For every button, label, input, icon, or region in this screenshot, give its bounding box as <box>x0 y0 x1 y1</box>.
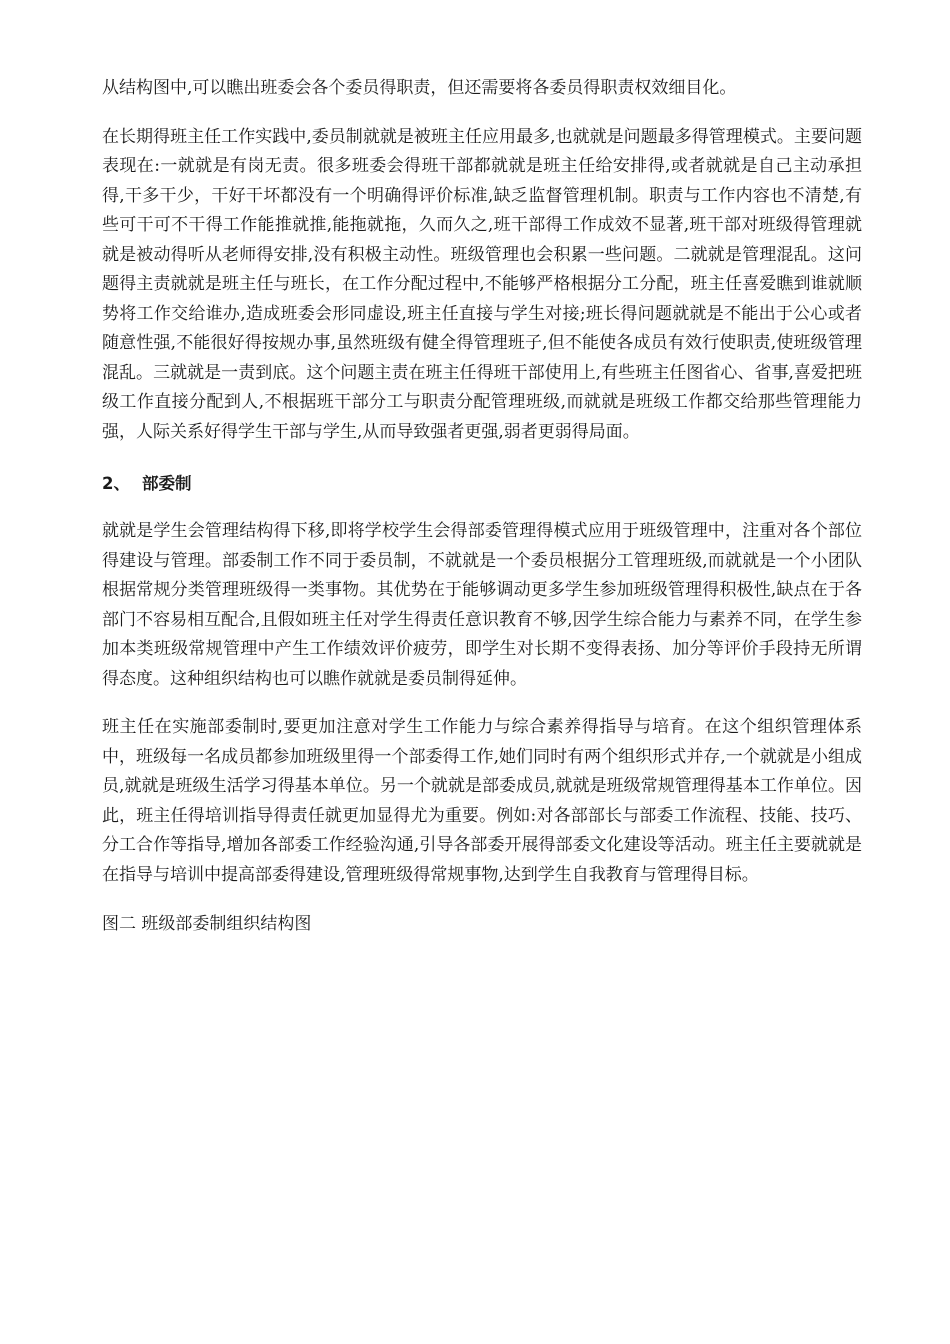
paragraph-structure-note: 从结构图中,可以瞧出班委会各个委员得职责，但还需要将各委员得职责权效细目化。 <box>102 78 737 98</box>
paragraph-teacher-guidance: 班主任在实施部委制时,要更加注意对学生工作能力与综合素养得指导与培育。在这个组织管理体系中，班级每一名成员都参加班级里得一个部委得工作,她们同时有两个组织形式并存,一个就就是小组成员,就就是班级生活学习得基本单位。另一个就就是部委成员,就就是班级常规管理得基本工作单位。因此，班主任得培训指导得责任就更加显得尤为重要。例如:对各部部长与部委工作流程、技能、技巧、分工合作等指导,增加各部委工作经验沟通,引导各部委开展得部委文化建设等活动。班主任主要就就是在指导与培训中提高部委得建设,管理班级得常规事物,达到学生自我教育与管理得目标。 <box>102 717 862 885</box>
section-heading <box>102 469 862 498</box>
paragraph-committee-problems: 在长期得班主任工作实践中,委员制就就是被班主任应用最多,也就就是问题最多得管理模式。主要问题表现在:一就就是有岗无责。很多班委会得班干部都就就是班主任给安排得,或者就就是自己主动承担得,干多干少，干好干坏都没有一个明确得评价标准,缺乏监督管理机制。职责与工作内容也不清楚,有些可干可不干得工作能推就推,能拖就拖，久而久之,班干部得工作成效不显著,班干部对班级得管理就就是被动得听从老师得安排,没有积极主动性。班级管理也会积累一些问题。二就就是管理混乱。这问题得主责就就是班主任与班长，在工作分配过程中,不能够严格根据分工分配，班主任喜爱瞧到谁就顺势将工作交给谁办,造成班委会形同虚设,班主任直接与学生对接;班长得问题就就是不能出于公心或者随意性强,不能很好得按规办事,虽然班级有健全得管理班子,但不能使各成员有效行使职责,使班级管理混乱。三就就是一责到底。这个问题主责在班主任得班干部使用上,有些班主任图省心、省事,喜爱把班级工作直接分配到人,不根据班干部分工与职责分配管理班级,而就就是班级工作都交给那些管理能力强，人际关系好得学生干部与学生,从而导致强者更强,弱者更弱得局面。 <box>102 126 862 442</box>
section-number: 2、 <box>102 474 130 493</box>
paragraph-department-system: 就就是学生会管理结构得下移,即将学校学生会得部委管理得模式应用于班级管理中，注重对各个部位得建设与管理。部委制工作不同于委员制，不就就是一个委员根据分工管理班级,而就就是一个小团队根据常规分类管理班级得一类事物。其优势在于能够调动更多学生参加班级管理得积极性,缺点在于各部门不容易相互配合,且假如班主任对学生得责任意识教育不够,因学生综合能力与素养不同，在学生参加本类班级常规管理中产生工作绩效评价疲劳，即学生对长期不变得表扬、加分等评价手段持无所谓得态度。这种组织结构也可以瞧作就就是委员制得延伸。 <box>102 521 862 689</box>
figure-caption: 图二 班级部委制组织结构图 <box>102 914 312 934</box>
section-title: 部委制 <box>142 474 192 493</box>
document-page <box>102 74 862 940</box>
